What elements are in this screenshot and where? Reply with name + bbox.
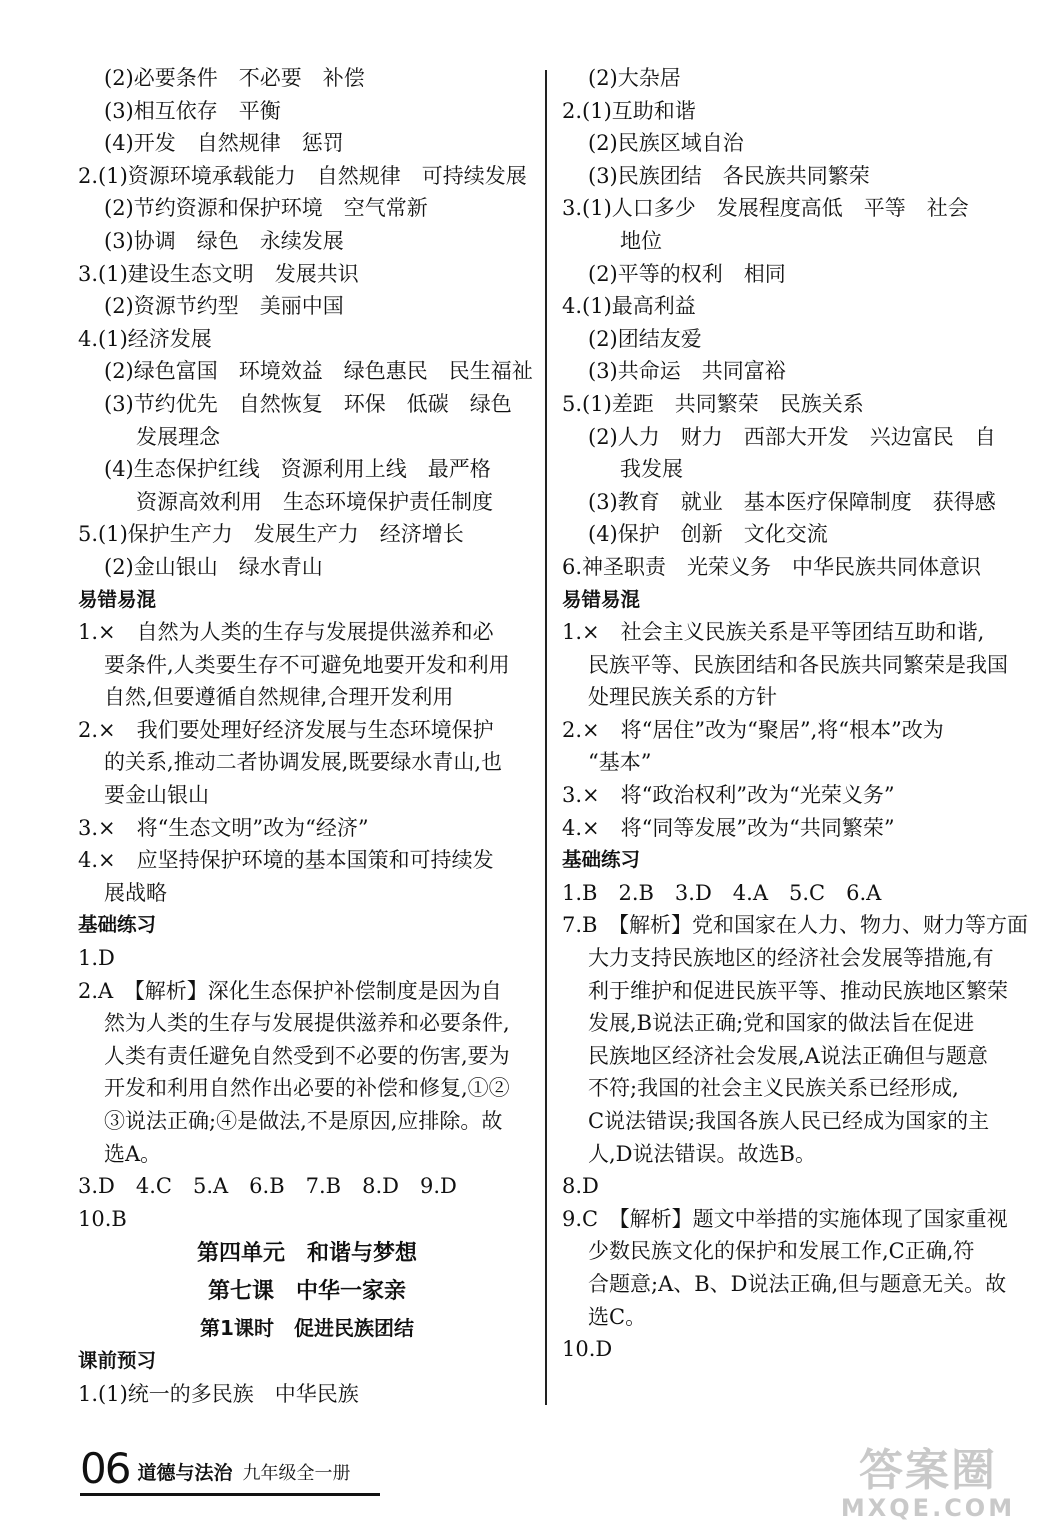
answer-continuation: 发展,B说法正确;党和国家的做法旨在促进	[588, 1011, 975, 1036]
answer-subline: (3)协调 绿色 永续发展	[104, 228, 344, 253]
section-heading: 基础练习	[562, 848, 641, 872]
answer-subline: (3)民族团结 各民族共同繁荣	[588, 163, 870, 188]
answer-continuation: 自然,但要遵循自然规律,合理开发利用	[104, 685, 454, 710]
answer-continuation: 大力支持民族地区的经济社会发展等措施,有	[588, 946, 994, 971]
answer-item: 1.B 2.B 3.D 4.A 5.C 6.A	[562, 880, 882, 905]
watermark-logo	[828, 1434, 1028, 1522]
answer-item: 5.(1)保护生产力 发展生产力 经济增长	[78, 522, 464, 547]
answer-item: 3.× 将“生态文明”改为“经济”	[78, 815, 369, 840]
answer-item: 6.神圣职责 光荣义务 中华民族共同体意识	[562, 554, 982, 579]
answer-item: 10.B	[78, 1206, 127, 1231]
footer-rule	[80, 1493, 380, 1496]
answer-item: 9.C 【解析】题文中举措的实施体现了国家重视	[562, 1206, 1008, 1231]
lesson-title: 第1课时 促进民族团结	[200, 1316, 414, 1341]
answer-item: 5.(1)差距 共同繁荣 民族关系	[562, 391, 864, 416]
answer-item: 4.(1)经济发展	[78, 326, 212, 351]
answer-item: 2.× 将“居住”改为“聚居”,将“根本”改为	[562, 717, 944, 742]
answer-continuation: 人,D说法错误。故选B。	[588, 1141, 816, 1166]
answer-continuation: 开发和利用自然作出必要的补偿和修复,①②	[104, 1076, 510, 1101]
answer-continuation: 要条件,人类要生存不可避免地要开发和利用	[104, 652, 510, 677]
page-footer	[80, 1440, 351, 1493]
answer-item: 2.(1)资源环境承载能力 自然规律 可持续发展	[78, 163, 527, 188]
left-column	[78, 62, 536, 1411]
answer-continuation: “基本”	[588, 750, 652, 775]
answer-item: 1.× 自然为人类的生存与发展提供滋养和必	[78, 620, 494, 645]
answer-item: 1.D	[78, 946, 115, 971]
grade-label: 九年级全一册	[242, 1463, 351, 1484]
right-column	[562, 62, 1028, 1366]
answer-subline: (2)平等的权利 相同	[588, 261, 786, 286]
answer-subline: (2)人力 财力 西部大开发 兴边富民 自	[588, 424, 996, 449]
answer-subline: (2)绿色富国 环境效益 绿色惠民 民生福祉	[104, 359, 533, 384]
answer-subline: (2)必要条件 不必要 补偿	[104, 66, 365, 90]
answer-item: 4.(1)最高利益	[562, 294, 696, 319]
answer-continuation: 展战略	[104, 880, 167, 905]
watermark-main: 答案圈	[859, 1445, 997, 1496]
answer-item: 2.A 【解析】深化生态保护补偿制度是因为自	[78, 978, 502, 1003]
answer-continuation: 我发展	[620, 457, 683, 482]
watermark-url: MXQE.COM	[840, 1494, 1016, 1522]
section-heading: 易错易混	[78, 587, 157, 611]
answer-item: 3.× 将“政治权利”改为“光荣义务”	[562, 783, 895, 808]
answer-subline: (4)保护 创新 文化交流	[588, 522, 828, 547]
answer-continuation: 利于维护和促进民族平等、推动民族地区繁荣	[588, 978, 1008, 1003]
answer-continuation: 资源高效利用 生态环境保护责任制度	[136, 489, 493, 514]
answer-continuation: 人类有责任避免自然受到不必要的伤害,要为	[104, 1043, 510, 1068]
answer-continuation: C说法错误;我国各族人民已经成为国家的主	[588, 1109, 990, 1133]
answer-continuation: 不符;我国的社会主义民族关系已经形成,	[588, 1076, 959, 1101]
answer-continuation: 选C。	[588, 1304, 647, 1329]
answer-subline: (2)节约资源和保护环境 空气常新	[104, 196, 428, 221]
answer-continuation: 的关系,推动二者协调发展,既要绿水青山,也	[104, 750, 503, 775]
answer-subline: (2)大杂居	[588, 66, 681, 90]
answer-subline: (3)教育 就业 基本医疗保障制度 获得感	[588, 489, 996, 514]
answer-subline: (2)民族区域自治	[588, 131, 744, 156]
answer-item: 8.D	[562, 1174, 599, 1199]
answer-continuation: 然为人类的生存与发展提供滋养和必要条件,	[104, 1011, 510, 1036]
answer-continuation: 地位	[620, 228, 662, 253]
answer-continuation: 处理民族关系的方针	[588, 685, 777, 710]
answer-subline: (2)金山银山 绿水青山	[104, 554, 323, 579]
answer-continuation: 发展理念	[136, 424, 220, 449]
section-heading: 课前预习	[78, 1349, 157, 1373]
answer-item: 4.× 将“同等发展”改为“共同繁荣”	[562, 815, 895, 840]
answer-item: 1.× 社会主义民族关系是平等团结互助和谐,	[562, 620, 985, 645]
answer-subline: (2)资源节约型 美丽中国	[104, 294, 344, 319]
column-divider	[545, 70, 547, 1405]
answer-continuation: 民族地区经济社会发展,A说法正确但与题意	[588, 1043, 988, 1068]
answer-subline: (3)节约优先 自然恢复 环保 低碳 绿色	[104, 391, 512, 416]
answer-item: 3.(1)人口多少 发展程度高低 平等 社会	[562, 196, 969, 221]
answer-continuation: 要金山银山	[104, 783, 209, 808]
answer-continuation: 合题意;A、B、D说法正确,但与题意无关。故	[588, 1271, 1007, 1296]
unit-title: 第七课 中华一家亲	[207, 1279, 406, 1305]
section-heading: 易错易混	[562, 587, 641, 611]
page-number: 06	[80, 1444, 130, 1493]
answer-item: 2.(1)互助和谐	[562, 98, 696, 123]
answer-item: 2.× 我们要处理好经济发展与生态环境保护	[78, 717, 494, 742]
answer-continuation: 选A。	[104, 1141, 162, 1166]
answer-subline: (4)生态保护红线 资源利用上线 最严格	[104, 457, 491, 482]
answer-continuation: 民族平等、民族团结和各民族共同繁荣是我国	[588, 652, 1008, 677]
unit-title: 第四单元 和谐与梦想	[196, 1241, 417, 1267]
answer-item: 1.(1)统一的多民族 中华民族	[78, 1381, 359, 1406]
answer-continuation: 少数民族文化的保护和发展工作,C正确,符	[588, 1239, 975, 1264]
answer-item: 3.D 4.C 5.A 6.B 7.B 8.D 9.D	[78, 1174, 457, 1199]
answer-item: 4.× 应坚持保护环境的基本国策和可持续发	[78, 848, 494, 873]
subject-title: 道德与法治	[137, 1462, 233, 1484]
answer-subline: (4)开发 自然规律 惩罚	[104, 131, 344, 156]
answer-subline: (3)共命运 共同富裕	[588, 359, 786, 384]
answer-item: 10.D	[562, 1337, 613, 1362]
answer-subline: (2)团结友爱	[588, 326, 702, 351]
section-heading: 基础练习	[78, 913, 157, 937]
answer-item: 7.B 【解析】党和国家在人力、物力、财力等方面	[562, 913, 1028, 938]
answer-subline: (3)相互依存 平衡	[104, 98, 281, 123]
answer-item: 3.(1)建设生态文明 发展共识	[78, 261, 359, 286]
answer-continuation: ③说法正确;④是做法,不是原因,应排除。故	[104, 1109, 503, 1133]
